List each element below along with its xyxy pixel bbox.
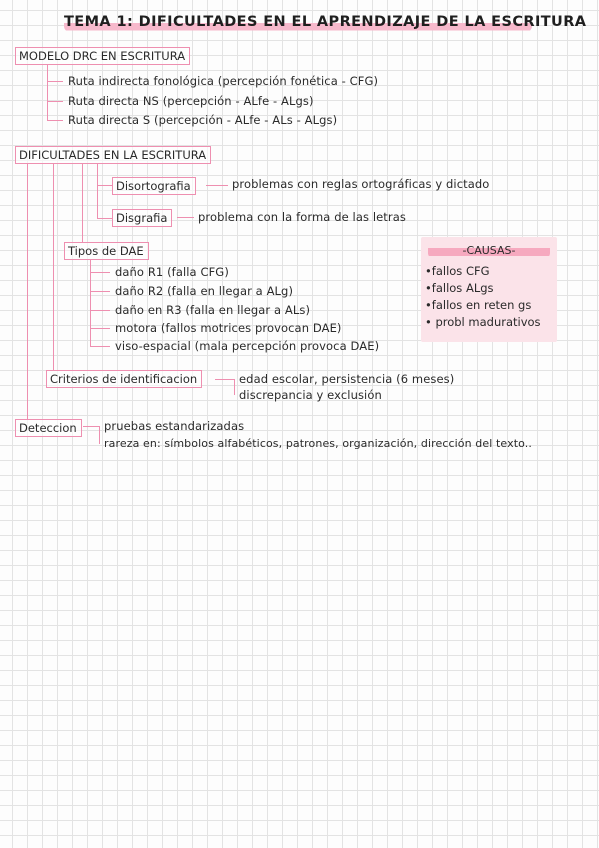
drc-heading: MODELO DRC EN ESCRITURA (15, 47, 190, 65)
deteccion-connector (83, 426, 100, 427)
criterios-label: Criterios de identificacion (46, 370, 202, 388)
connector-tipos (82, 164, 83, 242)
causa-item: •fallos ALgs (425, 281, 494, 295)
causa-item: • probl madurativos (425, 315, 541, 329)
criterios-connector (215, 379, 235, 380)
tipos-branch (90, 272, 110, 273)
drc-item: Ruta directa NS (percepción - ALfe - ALgs) (68, 94, 314, 108)
disgrafia-desc: problema con la forma de las letras (198, 210, 406, 224)
deteccion-split (99, 426, 100, 444)
tipos-item: viso-espacial (mala percepción provoca DAE) (115, 339, 380, 353)
tipos-item: daño R1 (falla CFG) (115, 265, 229, 279)
disgrafia-branch (97, 218, 112, 219)
connector-deteccion (27, 164, 28, 420)
disortografia-connector (206, 185, 228, 186)
tipos-branch (90, 346, 110, 347)
connector-criterios (53, 164, 54, 370)
tipos-item: daño en R3 (falla en llegar a ALs) (115, 303, 311, 317)
criterios-split (234, 379, 235, 395)
drc-item: Ruta indirecta fonológica (percepción fonética - CFG) (68, 74, 379, 88)
tipos-item: daño R2 (falla en llegar a ALg) (115, 284, 294, 298)
drc-branch (47, 120, 63, 121)
disgrafia-connector (177, 217, 194, 218)
drc-branch (47, 81, 63, 82)
drc-item: Ruta directa S (percepción - ALfe - ALs - ALgs) (68, 113, 338, 127)
deteccion-item: rareza en: símbolos alfabéticos, patrones, organización, dirección del texto.. (104, 437, 532, 450)
disortografia-branch (97, 185, 112, 186)
deteccion-item: pruebas estandarizadas (104, 419, 245, 433)
drc-branch (47, 101, 63, 102)
disortografia-label: Disortografia (112, 177, 196, 195)
causas-note (421, 237, 557, 342)
tipos-branch (90, 328, 110, 329)
tipos-branch (90, 310, 110, 311)
disgrafia-label: Disgrafia (112, 209, 172, 227)
page-title: TEMA 1: DIFICULTADES EN EL APRENDIZAJE DE LA ESCRITURA (64, 14, 587, 30)
disortografia-desc: problemas con reglas ortográficas y dictado (232, 177, 490, 191)
criterios-item: edad escolar, persistencia (6 meses) (239, 372, 455, 386)
tipos-branch (90, 291, 110, 292)
drc-connector (47, 65, 48, 121)
deteccion-label: Deteccion (15, 419, 82, 437)
causa-item: •fallos CFG (425, 264, 490, 278)
connector-disgrafia (97, 164, 98, 218)
criterios-item: discrepancia y exclusión (239, 388, 382, 402)
tipos-item: motora (fallos motrices provocan DAE) (115, 321, 342, 335)
dificultades-heading: DIFICULTADES EN LA ESCRITURA (15, 146, 211, 164)
causa-item: •fallos en reten gs (425, 298, 532, 312)
causas-title: -CAUSAS- (428, 243, 550, 259)
tipos-label: Tipos de DAE (64, 242, 149, 260)
